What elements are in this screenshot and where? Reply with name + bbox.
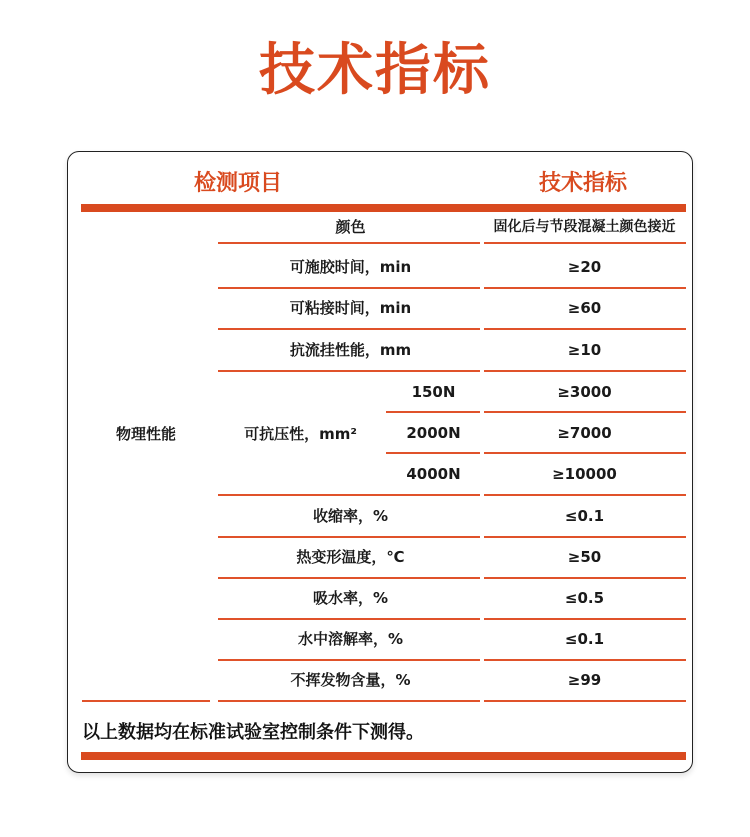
table-row-item: 可粘接时间，min	[289, 299, 412, 317]
table-row-value: ≥3000	[557, 383, 612, 401]
row-line	[218, 242, 480, 244]
category-physical: 物理性能	[115, 425, 176, 443]
table-row-item: 可施胶时间，min	[289, 258, 412, 276]
table-row-item: 颜色	[335, 218, 366, 236]
header-test-item: 检测项目	[193, 171, 282, 196]
table-row-value: ≥99	[567, 671, 602, 689]
row-line	[484, 242, 686, 244]
table-row-value: ≥20	[567, 258, 602, 276]
row-line	[484, 700, 686, 702]
table-row-value: ≤0.1	[564, 630, 605, 648]
table-row-value: 固化后与节段混凝土颜色接近	[493, 219, 676, 235]
spec-table-card	[67, 151, 693, 773]
table-row-item: 吸水率，%	[312, 589, 389, 607]
table-row-item: 抗流挂性能，mm	[289, 341, 412, 359]
page-title: 技术指标	[259, 38, 491, 103]
category-bottom-line	[82, 700, 210, 702]
table-row-value: ≤0.1	[564, 507, 605, 525]
footer-divider	[81, 752, 686, 760]
table-row-value: ≥10000	[552, 465, 617, 483]
table-row-item: 收缩率，%	[312, 507, 389, 525]
table-row-item: 不挥发物含量，%	[290, 671, 411, 689]
header-spec: 技术指标	[538, 171, 627, 196]
table-row-value: ≥50	[567, 548, 602, 566]
footnote: 以上数据均在标准试验室控制条件下测得。	[82, 722, 424, 743]
row-line	[218, 700, 480, 702]
table-row-value: ≥60	[567, 299, 602, 317]
table-row-value: ≥7000	[557, 424, 612, 442]
load-cell: 150N	[411, 383, 456, 401]
table-row-item: 热变形温度，℃	[296, 548, 405, 566]
load-cell: 4000N	[406, 465, 461, 483]
table-row-item: 水中溶解率，%	[297, 630, 404, 648]
table-row-value: ≥10	[567, 341, 602, 359]
table-row-value: ≤0.5	[564, 589, 605, 607]
load-cell: 2000N	[406, 424, 461, 442]
header-divider	[81, 204, 686, 212]
compressive-label: 可抗压性，mm²	[244, 425, 357, 443]
